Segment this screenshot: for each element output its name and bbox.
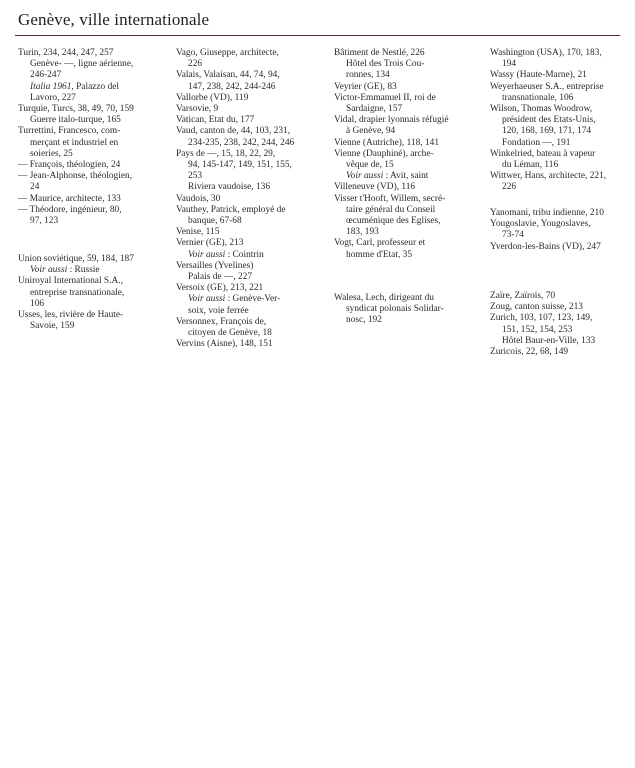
entry-heading: Varsovie, 9 [176, 104, 219, 115]
entry-subline: Voir aussi : Russie [30, 265, 100, 276]
entry-heading: — Jean-Alphonse, théologien, [18, 171, 133, 182]
index-entry [18, 276, 164, 310]
entry-subline: Guerre italo-turque, 165 [30, 115, 121, 126]
index-entry [18, 48, 164, 104]
entry-heading: Veyrier (GE), 83 [334, 81, 397, 92]
index-entry [18, 171, 164, 193]
entry-heading: Vaud, canton de, 44, 103, 231, [176, 126, 291, 137]
index-entry [18, 104, 164, 126]
entry-heading: Vauthey, Patrick, employé de [176, 204, 286, 215]
entry-subline: Italia 1961, Palazzo del [30, 81, 120, 92]
entry-heading: Vallorbe (VD), 119 [176, 92, 249, 103]
entry-subline: taire général du Conseil [346, 204, 436, 215]
index-entry [334, 293, 480, 327]
index-entry [490, 149, 635, 171]
index-entry [334, 93, 480, 115]
index-entry [490, 70, 635, 81]
index-entry [176, 126, 322, 148]
index-entry [334, 82, 480, 93]
index-entry [18, 254, 164, 276]
entry-subline: 194 [502, 59, 517, 70]
entry-subline: vêque de, 15 [346, 160, 394, 171]
entry-subline: 246-247 [30, 70, 62, 81]
header-rule [15, 35, 620, 36]
index-entry [490, 242, 635, 253]
entry-subline: 24 [30, 182, 40, 193]
entry-subline: entreprise transnationale, [30, 287, 125, 298]
entry-heading: Zuricois, 22, 68, 149 [490, 347, 569, 358]
entry-heading: Zurich, 103, 107, 123, 149, [490, 313, 593, 324]
entry-subline: Voir aussi : Avit, saint [346, 171, 429, 182]
entry-subline: président des Etats-Unis, [502, 115, 596, 126]
entry-subline: merçant et industriel en [30, 137, 119, 148]
entry-heading: Vidal, drapier lyonnais réfugié [334, 115, 449, 126]
index-entry [490, 291, 635, 302]
entry-heading: Pays de —, 15, 18, 22, 29, [176, 148, 276, 159]
entry-heading: Vaudois, 30 [176, 193, 221, 204]
index-entry [490, 48, 635, 70]
index-entry [490, 219, 635, 241]
index-entry [334, 149, 480, 183]
entry-heading: Versonnex, François de, [176, 316, 267, 327]
entry-subline: 147, 238, 242, 244-246 [188, 81, 276, 92]
index-entry [176, 339, 322, 350]
index-group [334, 293, 480, 327]
entry-subline: Hôtel Baur-en-Ville, 133 [502, 335, 596, 346]
entry-heading: Yverdon-les-Bains (VD), 247 [490, 241, 601, 252]
index-entry [176, 205, 322, 227]
entry-subline: citoyen de Genève, 18 [188, 328, 272, 339]
entry-heading: — François, théologien, 24 [18, 160, 121, 171]
entry-subline: Voir aussi : Cointrin [188, 249, 264, 260]
entry-subline: 226 [188, 59, 203, 70]
index-group [490, 208, 635, 253]
entry-subline: Fondation —, 191 [502, 137, 571, 148]
entry-heading: Turin, 234, 244, 247, 257 [18, 48, 114, 58]
entry-subline: soieries, 25 [30, 148, 73, 159]
index-entry [490, 347, 635, 358]
index-entry [334, 238, 480, 260]
entry-heading: Vogt, Carl, professeur et [334, 238, 426, 249]
entry-heading: Venise, 115 [176, 227, 220, 238]
index-entry [176, 93, 322, 104]
index-entry [176, 70, 322, 92]
index-entry [18, 160, 164, 171]
entry-heading: Wilson, Thomas Woodrow, [490, 104, 593, 115]
entry-subline: transnationale, 106 [502, 92, 574, 103]
entry-heading: Turquie, Turcs, 38, 49, 70, 159 [18, 104, 134, 115]
entry-heading: Yanomani, tribu indienne, 210 [490, 208, 604, 218]
entry-subline: banque, 67-68 [188, 216, 242, 227]
entry-subline: à Genève, 94 [346, 126, 396, 137]
index-entry [18, 310, 164, 332]
entry-subline: 73-74 [502, 230, 524, 241]
entry-subline: Palais de —, 227 [188, 272, 253, 283]
index-entry [334, 182, 480, 193]
entry-heading: — Maurice, architecte, 133 [18, 193, 121, 204]
index-entry [334, 138, 480, 149]
index-entry [176, 227, 322, 238]
index-group [18, 48, 164, 227]
entry-subline: 226 [502, 182, 517, 193]
entry-heading: Vienne (Autriche), 118, 141 [334, 137, 440, 148]
page-title: Genève, ville internationale [18, 10, 210, 29]
index-entry [334, 194, 480, 239]
entry-heading: Versoix (GE), 213, 221 [176, 283, 264, 294]
entry-subline: Voir aussi : Genève-Ver- [188, 294, 281, 305]
entry-subline: 94, 145-147, 149, 151, 155, [188, 160, 292, 171]
entry-subline: Riviera vaudoise, 136 [188, 182, 271, 193]
index-entry [18, 194, 164, 205]
entry-subline: 151, 152, 154, 253 [502, 324, 573, 335]
index-entry [176, 194, 322, 205]
index-entry [490, 82, 635, 104]
entry-heading: Weyerhaeuser S.A., entreprise [490, 81, 604, 92]
entry-subline: nosc, 192 [346, 315, 382, 326]
entry-heading: Victor-Emmanuel II, roi de [334, 92, 436, 103]
entry-subline: 183, 193 [346, 227, 379, 238]
index-entry [176, 149, 322, 194]
entry-heading: Zoug, canton suisse, 213 [490, 302, 583, 313]
index-entry [334, 48, 480, 82]
entry-heading: Vervins (Aisne), 148, 151 [176, 339, 273, 350]
entry-subline: homme d'Etat, 35 [346, 249, 413, 260]
entry-heading: Vago, Giuseppe, architecte, [176, 48, 279, 58]
entry-heading: Zaïre, Zaïrois, 70 [490, 291, 556, 301]
entry-subline: Genève- —, ligne aérienne, [30, 59, 134, 70]
index-entry [490, 171, 635, 193]
index-group [18, 254, 164, 332]
entry-subline: ronnes, 134 [346, 70, 390, 81]
index-entry [176, 261, 322, 283]
entry-subline: 253 [188, 171, 203, 182]
entry-heading: Uniroyal International S.A., [18, 276, 123, 287]
index-group [334, 48, 480, 261]
entry-subline: Lavoro, 227 [30, 92, 76, 103]
index-group [490, 291, 635, 358]
index-entry [18, 126, 164, 160]
index-group [176, 48, 322, 350]
index-entry [176, 283, 322, 317]
entry-heading: Washington (USA), 170, 183, [490, 48, 602, 58]
entry-heading: Vienne (Dauphiné), arche- [334, 148, 434, 159]
entry-subline: 234-235, 238, 242, 244, 246 [188, 137, 295, 148]
index-entry [176, 104, 322, 115]
index-entry [176, 115, 322, 126]
entry-heading: Yougoslavie, Yougoslaves, [490, 219, 591, 230]
entry-subline: Savoie, 159 [30, 321, 75, 332]
index-entry [176, 317, 322, 339]
index-entry [18, 205, 164, 227]
entry-heading: Wittwer, Hans, architecte, 221, [490, 171, 607, 182]
index-entry [176, 238, 322, 260]
index-entry [490, 104, 635, 149]
entry-subline: 97, 123 [30, 216, 59, 227]
index-entry [490, 302, 635, 313]
entry-subline: Hôtel des Trois Cou- [346, 59, 425, 70]
entry-subline: du Léman, 116 [502, 160, 559, 171]
entry-subline: Sardaigne, 157 [346, 104, 403, 115]
entry-heading: Usses, les, rivière de Haute- [18, 310, 124, 321]
index-entry [490, 313, 635, 347]
index-entry [334, 115, 480, 137]
entry-heading: Vernier (GE), 213 [176, 238, 244, 249]
entry-heading: Valais, Valaisan, 44, 74, 94, [176, 70, 280, 81]
entry-heading: Villeneuve (VD), 116 [334, 182, 416, 193]
entry-heading: Visser t'Hooft, Willem, secré- [334, 193, 446, 204]
entry-subline: 120, 168, 169, 171, 174 [502, 126, 592, 137]
entry-heading: Bâtiment de Nestlé, 226 [334, 48, 425, 58]
index-entry [176, 48, 322, 70]
entry-subline: 106 [30, 298, 45, 309]
index-group [490, 48, 635, 194]
entry-subline: syndicat polonais Solidar- [346, 304, 444, 315]
entry-heading: Vatican, Etat du, 177 [176, 115, 255, 126]
entry-heading: Versailles (Yvelines) [176, 260, 254, 271]
entry-heading: Wassy (Haute-Marne), 21 [490, 70, 587, 81]
entry-heading: Walesa, Lech, dirigeant du [334, 293, 434, 303]
entry-heading: Winkelried, bateau à vapeur [490, 148, 596, 159]
entry-heading: — Théodore, ingénieur, 80, [18, 204, 122, 215]
entry-subline: œcuménique des Eglises, [346, 216, 441, 227]
entry-subline: soix, voie ferrée [188, 305, 249, 316]
index-entry [490, 208, 635, 219]
entry-heading: Union soviétique, 59, 184, 187 [18, 254, 134, 264]
entry-heading: Turrettini, Francesco, com- [18, 126, 121, 137]
